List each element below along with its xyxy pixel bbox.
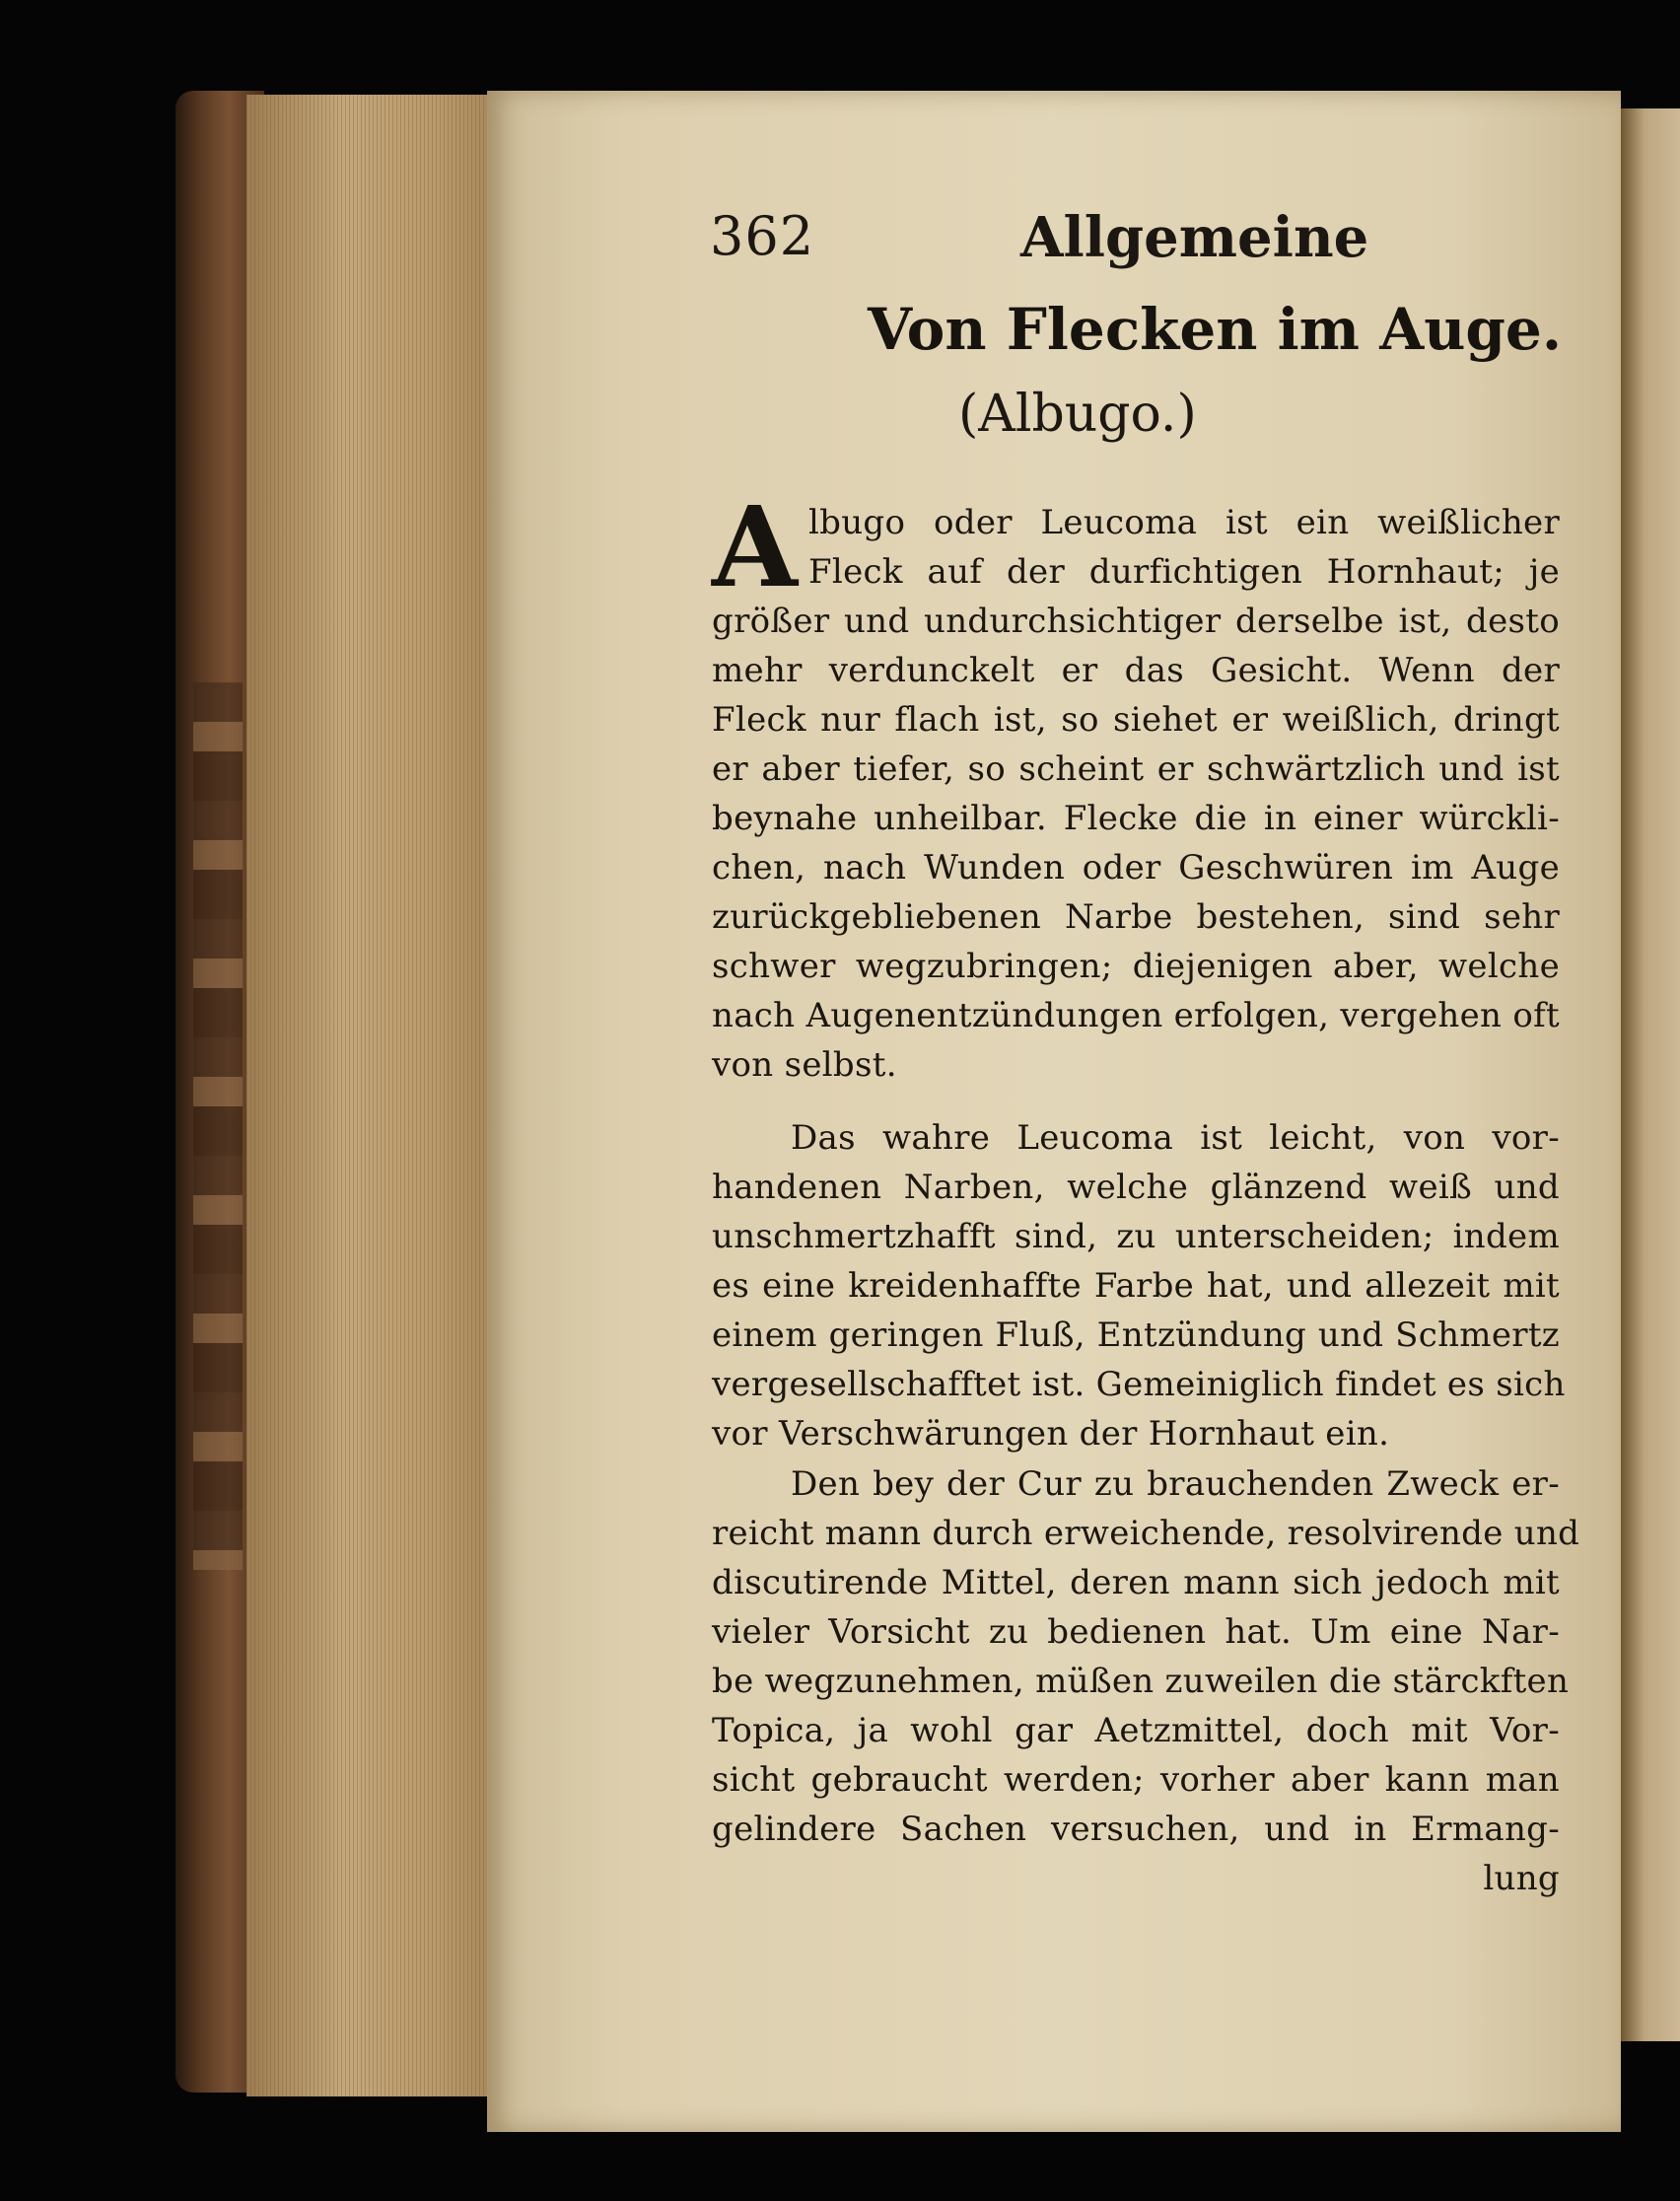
text-line: er aber tiefer, so scheint er schwärtzlich und ist [712,749,1560,789]
text-line: schwer wegzubringen; diejenigen aber, welche [712,947,1560,986]
catchword: lung [1483,1859,1560,1898]
cover-wear [193,682,243,1570]
text-line: reicht mann durch erweichende, resolvirende und [712,1514,1580,1553]
running-head: Allgemeine [1020,205,1369,270]
text-line: mehr verdunckelt er das Gesicht. Wenn der [712,651,1560,690]
text-line: handenen Narben, welche glänzend weiß und [712,1168,1560,1207]
text-line: be wegzunehmen, müßen zuweilen die stärckften [712,1662,1570,1701]
text-line: zurückgebliebenen Narbe bestehen, sind sehr [712,897,1560,937]
page-stack-edges [246,95,487,2096]
paragraph-3 [712,1459,1580,1903]
text-line: es eine kreidenhaffte Farbe hat, und allezeit mit [712,1266,1560,1306]
text-line: Fleck nur flach ist, so siehet er weißlich, dringt [712,700,1560,740]
text-line: nach Augenentzündungen erfolgen, vergehen oft [712,996,1560,1035]
section-subtitle: (Albugo.) [958,385,1197,444]
text-line: Das wahre Leucoma ist leicht, von vor- [791,1118,1560,1158]
drop-cap: A [712,483,798,612]
text-line: Topica, ja wohl gar Aetzmittel, doch mit Vor- [712,1711,1560,1750]
text-line: discutirende Mittel, deren mann sich jedoch mit [712,1563,1560,1602]
text-line: einem geringen Fluß, Entzündung und Schmertz [712,1315,1560,1355]
text-line: Fleck auf der durfichtigen Hornhaut; je [808,552,1560,592]
text-line: größer und undurchsichtiger derselbe ist, desto [712,602,1560,641]
text-line: unschmertzhafft sind, zu unterscheiden; indem [712,1217,1560,1256]
text-line: lbugo oder Leucoma ist ein weißlicher [808,503,1560,542]
section-title: Von Flecken im Auge. [868,296,1563,363]
text-line: beynahe unheilbar. Flecke die in einer würckli- [712,799,1560,838]
text-line: Den bey der Cur zu brauchenden Zweck er- [791,1464,1560,1504]
facing-page-edge [1621,108,1680,2041]
paragraph-1 [712,498,1560,1090]
text-line: von selbst. [712,1045,897,1085]
text-line: sicht gebraucht werden; vorher aber kann man [712,1760,1560,1800]
text-line: vor Verschwärungen der Hornhaut ein. [712,1414,1390,1454]
text-line: vergesellschafftet ist. Gemeiniglich findet es sich [712,1365,1566,1404]
text-line: gelindere Sachen versuchen, und in Ermang- [712,1810,1560,1849]
page-number: 362 [710,205,815,267]
paragraph-2 [712,1113,1566,1458]
text-line: chen, nach Wunden oder Geschwüren im Auge [712,848,1560,888]
text-line: vieler Vorsicht zu bedienen hat. Um eine Nar- [712,1612,1560,1652]
page-header [710,205,1420,284]
